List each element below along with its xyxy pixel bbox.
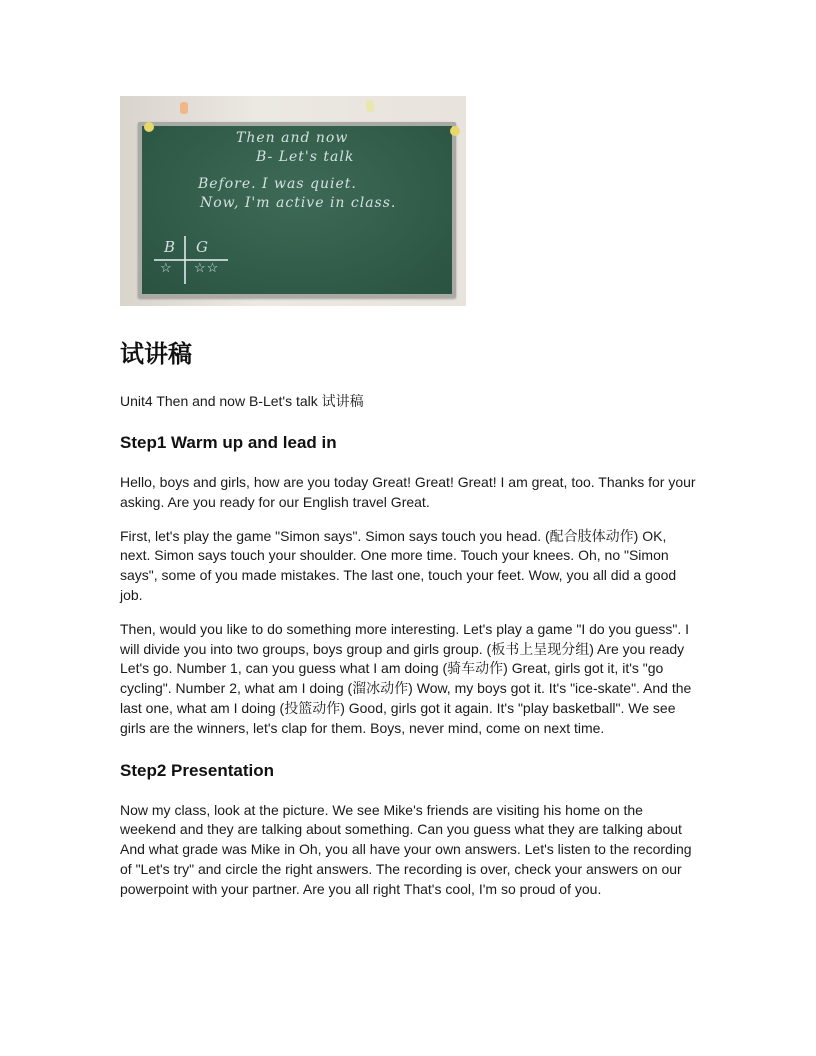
pin-icon: [366, 100, 374, 112]
paragraph: Hello, boys and girls, how are you today Great! Great! Great! I am great, too. Thanks for your asking. Are you ready for our English travel Great.: [120, 474, 696, 510]
paragraph: Then, would you like to do something more interesting. Let's play a game "I do you guess". I will divide you into two groups, boys group and girls group. (板书上呈现分组) Are you ready Let's go. Number 1, can you guess what I am doing (骑车动作) Great, girls got it, it's "go cycling". Number 2, what am I doing (溜冰动作) Wow, my boys got it. It's "ice-skate". And the last one, what am I doing (投篮动作) Good, girls got it again. It's "play basketball". We see girls are the winners, let's clap for them. Boys, never mind, come on next time.: [120, 620, 692, 736]
board-line: Then and now: [236, 130, 349, 146]
tally-right-marks: ☆☆: [194, 261, 220, 276]
document-page: [120, 96, 696, 900]
step2-heading: Step2 Presentation: [120, 760, 274, 780]
tally-left-marks: ☆: [160, 261, 173, 276]
board-line: B- Let's talk: [256, 149, 355, 165]
paragraph: Now my class, look at the picture. We see Mike's friends are visiting his home on the weekend and they are talking about something. Can you guess what they are talking about And what grade was Mike in Oh, you all have your own answers. Let's listen to the recording of "Let's try" and circle the right answers. The recording is over, check your answers on our powerpoint with your partner. Are you all right That's cool, I'm so proud of you.: [120, 801, 692, 897]
blackboard-photo: [120, 96, 466, 306]
document-title: 试讲稿: [120, 340, 192, 368]
pin-icon: [180, 102, 188, 114]
board-line: Before. I was quiet.: [198, 176, 357, 192]
magnet-icon: [144, 122, 154, 132]
document-subtitle: Unit4 Then and now B-Let's talk 试讲稿: [120, 393, 364, 409]
tally-left-label: B: [164, 238, 177, 256]
board-line: Now, I'm active in class.: [200, 195, 397, 211]
paragraph: First, let's play the game "Simon says". Simon says touch you head. (配合肢体动作) OK, next. Simon says touch your shoulder. One more time. Touch your knees. Oh, no "Simon says", some of you made mistakes. The last one, touch your feet. Wow, you all did a good job.: [120, 527, 677, 603]
tally-right-label: G: [196, 238, 209, 256]
magnet-icon: [450, 126, 460, 136]
step1-heading: Step1 Warm up and lead in: [120, 433, 337, 452]
